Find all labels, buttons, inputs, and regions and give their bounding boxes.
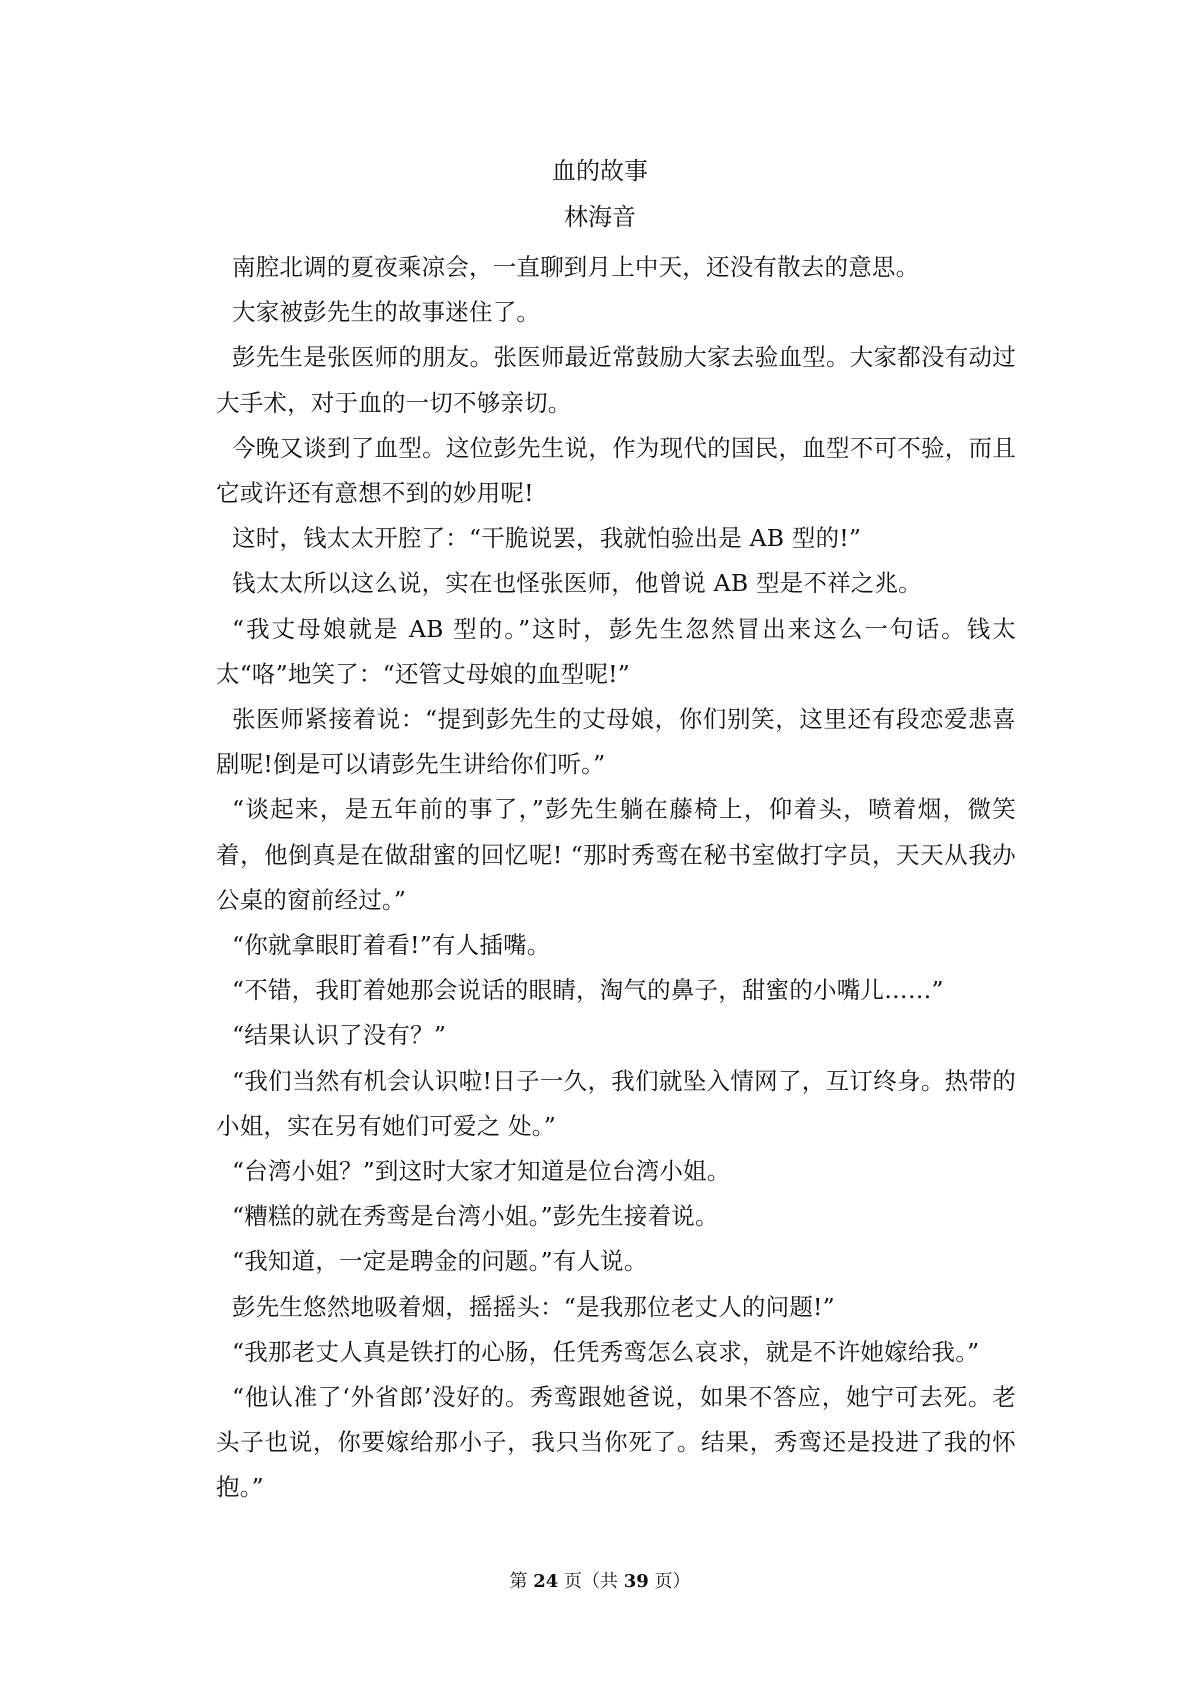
page-number-footer bbox=[0, 1570, 1200, 1594]
paragraph: “糟糕的就在秀鸾是台湾小姐。”彭先生接着说。 bbox=[232, 1202, 719, 1231]
paragraph: “我们当然有机会认识啦!日子一久，我们就坠入情网了，互订终身。热带的小姐，实在另有她们可爱之 处。” bbox=[216, 1066, 1016, 1140]
paragraph: 张医师紧接着说：“提到彭先生的丈母娘，你们别笑，这里还有段恋爱悲喜剧呢!倒是可以请彭先生讲给你们听。” bbox=[216, 705, 1016, 779]
paragraph: 彭先生是张医师的朋友。张医师最近常鼓励大家去验血型。大家都没有动过大手术，对于血的一切不够亲切。 bbox=[216, 343, 1016, 417]
paragraph: “谈起来，是五年前的事了，”彭先生躺在藤椅上，仰着头，喷着烟，微笑着，他倒真是在做甜蜜的回忆呢! “那时秀鸾在秘书室做打字员，天天从我办公桌的窗前经过。” bbox=[216, 795, 1016, 914]
paragraph: “你就拿眼盯着看!”有人插嘴。 bbox=[232, 931, 551, 960]
paragraph: 这时，钱太太开腔了：“干脆说罢，我就怕验出是 AB 型的!” bbox=[232, 524, 862, 553]
paragraph: 南腔北调的夏夜乘凉会，一直聊到月上中天，还没有散去的意思。 bbox=[232, 253, 920, 281]
paragraph: 彭先生悠然地吸着烟，摇摇头：“是我那位老丈人的问题!” bbox=[232, 1292, 835, 1321]
paragraph: “我知道，一定是聘金的问题。”有人说。 bbox=[232, 1247, 648, 1276]
paragraph: “我丈母娘就是 AB 型的。”这时，彭先生忽然冒出来这么一句话。钱太太“咯”地笑了：“还管丈母娘的血型呢!” bbox=[216, 614, 1016, 688]
footer-suffix: 页） bbox=[654, 1571, 691, 1592]
footer-middle: 页（共 bbox=[564, 1571, 618, 1592]
paragraph: 今晚又谈到了血型。这位彭先生说，作为现代的国民，血型不可不验，而且它或许还有意想不到的妙用呢! bbox=[216, 433, 1016, 508]
paragraph: “不错，我盯着她那会说话的眼睛，淘气的鼻子，甜蜜的小嘴儿……” bbox=[232, 976, 944, 1005]
paragraph: 大家被彭先生的故事迷住了。 bbox=[232, 298, 541, 327]
article-body bbox=[216, 245, 1016, 1511]
article-author: 林海音 bbox=[564, 203, 636, 231]
current-page-number: 24 bbox=[533, 1571, 559, 1592]
paragraph: 钱太太所以这么说，实在也怪张医师，他曾说 AB 型是不祥之兆。 bbox=[232, 569, 922, 598]
paragraph: “我那老丈人真是铁打的心肠，任凭秀鸾怎么哀求，就是不许她嫁给我。” bbox=[232, 1337, 980, 1366]
paragraph: “台湾小姐？”到这时大家才知道是位台湾小姐。 bbox=[232, 1157, 731, 1186]
paragraph: “结果认识了没有？” bbox=[232, 1021, 447, 1050]
paragraph: “他认准了‘外省郎’没好的。秀鸾跟她爸说，如果不答应，她宁可去死。老头子也说，你要嫁给那小子，我只当你死了。结果，秀鸾还是投进了我的怀抱。” bbox=[216, 1383, 1016, 1502]
footer-prefix: 第 bbox=[509, 1571, 528, 1592]
total-page-count: 39 bbox=[623, 1571, 649, 1592]
article-title: 血的故事 bbox=[552, 157, 648, 185]
